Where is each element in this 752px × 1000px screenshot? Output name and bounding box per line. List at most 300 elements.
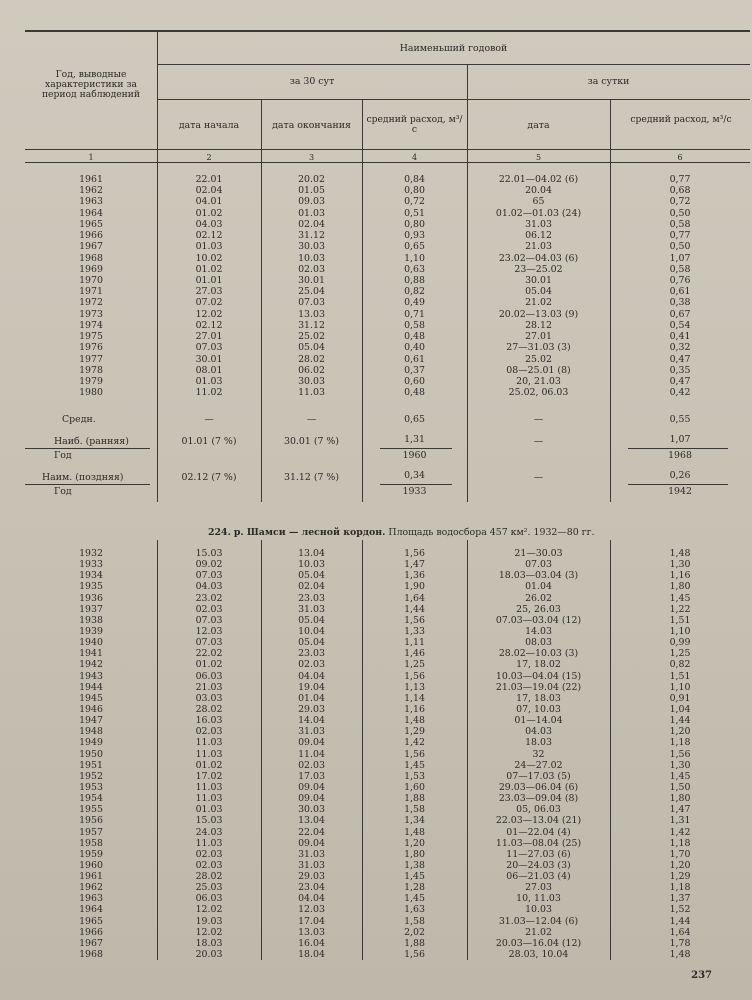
mean30-cell: 1,20 xyxy=(404,837,425,849)
mean1-cell: 0,72 xyxy=(669,196,691,208)
mean30-cell: 1,45 xyxy=(404,871,425,883)
mean30-cell: 1,88 xyxy=(404,937,425,949)
end-date-cell: 09.03 xyxy=(298,196,325,208)
column-number: 6 xyxy=(677,153,683,162)
mean30-cell: 0,72 xyxy=(404,196,425,208)
table-top-rule xyxy=(25,30,750,32)
mean30-cell: 0,48 xyxy=(404,387,425,399)
end-date-cell: 04.04 xyxy=(298,670,325,682)
mean1-cell: 0,54 xyxy=(669,319,691,331)
mean1-cell: 1,30 xyxy=(669,759,691,771)
start-date-cell: 12.02 xyxy=(195,308,223,320)
mean1-cell: 1,78 xyxy=(669,937,691,949)
mean30-cell: 1,47 xyxy=(404,559,425,571)
mean30-cell: 1,29 xyxy=(404,726,425,738)
date-cell: 25, 26.03 xyxy=(516,603,561,615)
end-date-cell: 13.03 xyxy=(298,308,325,320)
mean-dash-end: — xyxy=(306,414,317,425)
year-cell: 1948 xyxy=(79,726,103,738)
year-cell: 1942 xyxy=(79,659,103,671)
year-cell: 1955 xyxy=(79,804,103,816)
start-date-cell: 01.02 xyxy=(195,759,223,771)
start-date-cell: 07.03 xyxy=(195,342,223,354)
start-date-cell: 07.02 xyxy=(195,297,223,309)
year-cell: 1964 xyxy=(79,207,103,219)
mean-label: Средн. xyxy=(62,414,96,425)
end-date-cell: 31.12 xyxy=(298,230,325,242)
date-cell: 20.03—16.04 (12) xyxy=(495,937,582,949)
mean30-cell: 0,65 xyxy=(404,241,425,253)
date-cell: 24—27.02 xyxy=(514,759,563,771)
max-end: 30.01 (7 %) xyxy=(284,436,339,447)
start-date-cell: 11.03 xyxy=(195,837,223,849)
start-date-cell: 12.02 xyxy=(195,926,223,938)
end-date-cell: 19.04 xyxy=(298,681,325,693)
max-label: Наиб. (ранняя) xyxy=(54,436,129,447)
group-30-day-rule xyxy=(157,64,750,65)
end-date-cell: 12.03 xyxy=(298,904,325,916)
mean1-cell: 1,50 xyxy=(669,781,691,793)
year-cell: 1932 xyxy=(79,548,103,559)
mean30-cell: 1,10 xyxy=(404,252,425,264)
date-cell: 06—21.03 (4) xyxy=(506,871,571,883)
end-date-cell: 02.03 xyxy=(298,759,325,771)
mean1-cell: 1,70 xyxy=(669,848,691,860)
year-cell: 1934 xyxy=(79,570,103,582)
end-date-cell: 23.04 xyxy=(298,882,325,894)
mean30-cell: 1,80 xyxy=(404,848,425,860)
mean1-cell: 1,20 xyxy=(669,859,691,871)
mean1-cell: 0,50 xyxy=(669,207,691,219)
year-cell: 1979 xyxy=(79,375,103,387)
date-cell: 01—22.04 (4) xyxy=(506,826,571,838)
end-date-cell: 11.03 xyxy=(298,387,325,399)
date-cell: 01.04 xyxy=(525,581,552,593)
start-date-cell: 04.01 xyxy=(195,196,223,208)
end-date-cell: 10.04 xyxy=(298,625,325,637)
year-cell: 1967 xyxy=(79,937,103,949)
year-cell: 1965 xyxy=(79,218,103,230)
min-year-1: 1942 xyxy=(668,486,692,497)
mean30-cell: 1,60 xyxy=(404,781,425,793)
mean1-cell: 0,82 xyxy=(669,659,691,671)
mean1-cell: 1,37 xyxy=(669,893,691,905)
year-cell: 1937 xyxy=(79,603,103,615)
mean1-cell: 0,35 xyxy=(669,364,691,376)
start-date-cell: 02.03 xyxy=(195,726,223,738)
year-cell: 1956 xyxy=(79,815,103,827)
date-cell: 28.02—10.03 (3) xyxy=(498,648,579,660)
year-cell: 1960 xyxy=(79,859,103,871)
date-cell: 31.03 xyxy=(525,218,552,230)
mean30-cell: 1,25 xyxy=(404,659,425,671)
date-cell: 28.03, 10.04 xyxy=(508,949,569,961)
mean30-cell: 1,90 xyxy=(404,581,425,593)
mean1-cell: 0,77 xyxy=(669,174,691,185)
start-date-cell: 07.03 xyxy=(195,570,223,582)
year-cell: 1959 xyxy=(79,848,103,860)
end-date-cell: 05.04 xyxy=(298,342,325,354)
header-group-main: Наименьший годовой xyxy=(399,43,508,54)
start-date-cell: 11.03 xyxy=(195,737,223,749)
mean1-cell: 1,16 xyxy=(669,570,691,582)
header-col-mean1: средний расход, м³/с xyxy=(630,114,732,125)
min-1: 0,26 xyxy=(669,470,691,481)
column-number: 1 xyxy=(88,153,94,162)
date-cell: 28.12 xyxy=(525,319,552,331)
date-cell: 14.03 xyxy=(525,625,552,637)
max-30-rule xyxy=(380,448,452,449)
end-date-cell: 02.04 xyxy=(298,218,325,230)
subheader-rule xyxy=(157,99,750,100)
mean30-cell: 1,36 xyxy=(404,570,425,582)
end-date-cell: 09.04 xyxy=(298,781,325,793)
mean30-cell: 0,82 xyxy=(404,286,425,298)
end-date-cell: 31.03 xyxy=(298,859,325,871)
date-cell: 27—31.03 (3) xyxy=(506,342,571,354)
mean1-cell: 1,30 xyxy=(669,559,691,571)
section-number: 224. xyxy=(208,527,231,538)
mean1-cell: 0,42 xyxy=(669,387,691,399)
mean1-cell: 0,68 xyxy=(669,185,691,197)
min-1-rule xyxy=(628,484,728,485)
end-date-cell: 13.04 xyxy=(298,815,325,827)
start-date-cell: 22.02 xyxy=(195,648,223,660)
year-cell: 1962 xyxy=(79,882,103,894)
mean30-cell: 1,56 xyxy=(404,949,425,961)
year-cell: 1978 xyxy=(79,364,103,376)
start-date-cell: 27.01 xyxy=(195,331,223,343)
start-date-cell: 28.02 xyxy=(195,703,223,715)
start-date-cell: 10.02 xyxy=(195,252,223,264)
year-cell: 1977 xyxy=(79,353,103,365)
mean1-cell: 1,44 xyxy=(669,915,691,927)
header-group-30: за 30 сут xyxy=(289,76,335,87)
start-date-cell: 08.01 xyxy=(195,364,223,376)
date-cell: 10.03—04.04 (15) xyxy=(495,670,582,682)
date-cell: 07.03—03.04 (12) xyxy=(495,614,582,626)
header-col-mean30: средний расход, м³/с xyxy=(366,114,463,135)
mean1-cell: 1,52 xyxy=(669,904,691,916)
mean1-cell: 1,10 xyxy=(669,681,691,693)
date-cell: 27.03 xyxy=(525,882,552,894)
date-cell: 23—25.02 xyxy=(514,263,563,275)
mean30-cell: 0,93 xyxy=(404,230,425,242)
date-cell: 11—27.03 (6) xyxy=(506,848,571,860)
mean1-cell: 1,22 xyxy=(669,603,691,615)
mean1-cell: 0,47 xyxy=(669,353,691,365)
start-date-cell: 12.03 xyxy=(195,625,223,637)
mean1-cell: 0,91 xyxy=(669,692,691,704)
mean1-cell: 0,50 xyxy=(669,241,691,253)
start-date-cell: 21.03 xyxy=(195,681,223,693)
date-cell: 21—30.03 xyxy=(514,548,563,559)
end-date-cell: 09.04 xyxy=(298,793,325,805)
mean30-cell: 1,56 xyxy=(404,748,425,760)
mean1-cell: 1,18 xyxy=(669,837,691,849)
mean-dash-date: — xyxy=(533,414,544,425)
mean-30: 0,65 xyxy=(404,414,425,425)
end-date-cell: 30.03 xyxy=(298,375,325,387)
year-cell: 1952 xyxy=(79,770,103,782)
date-cell: 20.02—13.03 (9) xyxy=(498,308,579,320)
year-cell: 1980 xyxy=(79,387,103,399)
date-cell: 05.04 xyxy=(525,286,552,298)
mean30-cell: 0,48 xyxy=(404,331,425,343)
mean30-cell: 1,63 xyxy=(404,904,425,916)
start-date-cell: 11.03 xyxy=(195,793,223,805)
start-date-cell: 20.03 xyxy=(195,949,223,961)
year-cell: 1941 xyxy=(79,648,103,660)
year-cell: 1970 xyxy=(79,274,103,286)
max-year-label: Год xyxy=(54,450,72,461)
header-col-date: дата xyxy=(527,120,550,131)
end-date-cell: 13.03 xyxy=(298,926,325,938)
mean30-cell: 0,63 xyxy=(404,263,425,275)
year-cell: 1935 xyxy=(79,581,103,593)
min-30: 0,34 xyxy=(404,470,425,481)
max-label-rule xyxy=(25,448,150,449)
date-cell: 30.01 xyxy=(525,274,552,286)
start-date-cell: 01.02 xyxy=(195,263,223,275)
year-cell: 1963 xyxy=(79,893,103,905)
year-cell: 1967 xyxy=(79,241,103,253)
mean30-cell: 1,38 xyxy=(404,859,425,871)
date-cell: 21.03 xyxy=(525,241,552,253)
year-cell: 1965 xyxy=(79,915,103,927)
start-date-cell: 06.03 xyxy=(195,670,223,682)
end-date-cell: 05.04 xyxy=(298,637,325,649)
end-date-cell: 14.04 xyxy=(298,715,325,727)
date-cell: 11.03—08.04 (25) xyxy=(495,837,582,849)
mean30-cell: 1,44 xyxy=(404,603,425,615)
max-year-1: 1968 xyxy=(668,450,692,461)
mean30-cell: 1,64 xyxy=(404,592,425,604)
max-start: 01.01 (7 %) xyxy=(181,436,237,447)
year-cell: 1938 xyxy=(79,614,103,626)
mean30-cell: 1,45 xyxy=(404,893,425,905)
date-cell: 21.03—19.04 (22) xyxy=(495,681,582,693)
year-cell: 1968 xyxy=(79,949,103,961)
start-date-cell: 11.03 xyxy=(195,781,223,793)
page-number: 237 xyxy=(691,970,712,981)
year-cell: 1966 xyxy=(79,230,103,242)
year-cell: 1961 xyxy=(79,871,103,883)
date-cell: 65 xyxy=(532,196,545,208)
start-date-cell: 01.03 xyxy=(195,804,223,816)
header-col-year: Год, выводные характеристики за период наблюдений xyxy=(41,69,141,100)
min-label: Наим. (поздняя) xyxy=(42,472,124,483)
end-date-cell: 20.02 xyxy=(298,174,325,185)
start-date-cell: 01.02 xyxy=(195,659,223,671)
year-cell: 1949 xyxy=(79,737,103,749)
max-dash-date: — xyxy=(533,436,544,447)
mean1-cell: 1,10 xyxy=(669,625,691,637)
year-cell: 1966 xyxy=(79,926,103,938)
date-cell: 32 xyxy=(532,748,545,760)
year-cell: 1963 xyxy=(79,196,103,208)
mean30-cell: 1,56 xyxy=(404,614,425,626)
year-cell: 1974 xyxy=(79,319,103,331)
year-cell: 1945 xyxy=(79,692,103,704)
mean1-cell: 1,20 xyxy=(669,726,691,738)
mean30-cell: 1,46 xyxy=(404,648,425,660)
mean30-cell: 0,60 xyxy=(404,375,425,387)
header-col-start: дата начала xyxy=(178,120,240,131)
min-year-label: Год xyxy=(54,486,72,497)
end-date-cell: 02.03 xyxy=(298,263,325,275)
start-date-cell: 11.03 xyxy=(195,748,223,760)
mean1-cell: 1,56 xyxy=(669,748,691,760)
end-date-cell: 07.03 xyxy=(298,297,325,309)
date-cell: 10, 11.03 xyxy=(516,893,561,905)
start-date-cell: 01.03 xyxy=(195,241,223,253)
date-cell: 10.03 xyxy=(525,904,552,916)
mean1-cell: 0,41 xyxy=(669,331,691,343)
year-cell: 1962 xyxy=(79,185,103,197)
year-cell: 1958 xyxy=(79,837,103,849)
year-cell: 1950 xyxy=(79,748,103,760)
date-cell: 05, 06.03 xyxy=(516,804,561,816)
date-cell: 06.12 xyxy=(525,230,552,242)
year-cell: 1946 xyxy=(79,703,103,715)
year-cell: 1969 xyxy=(79,263,103,275)
year-cell: 1944 xyxy=(79,681,103,693)
date-cell: 22.01—04.02 (6) xyxy=(498,174,579,185)
max-30: 1,31 xyxy=(404,434,425,445)
start-date-cell: 02.04 xyxy=(195,185,223,197)
date-cell: 20—24.03 (3) xyxy=(506,859,571,871)
start-date-cell: 12.02 xyxy=(195,904,223,916)
start-date-cell: 09.02 xyxy=(195,559,223,571)
mean1-cell: 1,48 xyxy=(669,949,691,961)
mean1-cell: 1,64 xyxy=(669,926,691,938)
end-date-cell: 31.03 xyxy=(298,848,325,860)
header-col-end: дата окончания xyxy=(272,120,351,131)
mean1-cell: 1,31 xyxy=(669,815,691,827)
date-cell: 21.02 xyxy=(525,926,552,938)
end-date-cell: 17.04 xyxy=(298,915,325,927)
mean1-cell: 0,58 xyxy=(669,218,691,230)
mean1-cell: 1,48 xyxy=(669,548,691,559)
end-date-cell: 31.12 xyxy=(298,319,325,331)
end-date-cell: 04.04 xyxy=(298,893,325,905)
date-cell: 25.02, 06.03 xyxy=(508,387,569,399)
year-cell: 1971 xyxy=(79,286,103,298)
date-cell: 18.03—03.04 (3) xyxy=(498,570,579,582)
date-cell: 17, 18.03 xyxy=(516,692,561,704)
start-date-cell: 04.03 xyxy=(195,218,223,230)
year-cell: 1972 xyxy=(79,297,103,309)
date-cell: 29.03—06.04 (6) xyxy=(498,781,579,793)
end-date-cell: 09.04 xyxy=(298,737,325,749)
start-date-cell: 02.12 xyxy=(195,319,223,331)
end-date-cell: 23.03 xyxy=(298,648,325,660)
min-start: 02.12 (7 %) xyxy=(181,472,237,483)
mean30-cell: 1,48 xyxy=(404,826,425,838)
year-cell: 1947 xyxy=(79,715,103,727)
end-date-cell: 01.04 xyxy=(298,692,325,704)
date-cell: 08—25.01 (8) xyxy=(506,364,571,376)
mean1-cell: 1,44 xyxy=(669,715,691,727)
mean1-cell: 1,80 xyxy=(669,581,691,593)
mean30-cell: 1,33 xyxy=(404,625,425,637)
date-cell: 23.02—04.03 (6) xyxy=(498,252,579,264)
mean30-cell: 1,13 xyxy=(404,681,425,693)
mean30-cell: 1,42 xyxy=(404,737,425,749)
mean1-cell: 1,18 xyxy=(669,882,691,894)
start-date-cell: 30.01 xyxy=(195,353,223,365)
mean30-cell: 1,48 xyxy=(404,715,425,727)
column-number: 2 xyxy=(206,153,212,162)
start-date-cell: 23.02 xyxy=(195,592,223,604)
end-date-cell: 28.02 xyxy=(298,353,325,365)
start-date-cell: 02.03 xyxy=(195,603,223,615)
mean1-cell: 0,32 xyxy=(669,342,691,354)
section-heading xyxy=(208,527,594,538)
date-cell: 31.03—12.04 (6) xyxy=(498,915,579,927)
year-cell: 1953 xyxy=(79,781,103,793)
mean30-cell: 1,34 xyxy=(404,815,425,827)
mean1-cell: 0,99 xyxy=(669,637,691,649)
mean1-cell: 1,47 xyxy=(669,804,691,816)
date-cell: 07, 10.03 xyxy=(516,703,561,715)
mean1-cell: 1,07 xyxy=(669,252,691,264)
mean1-cell: 1,51 xyxy=(669,614,691,626)
mean1-cell: 1,80 xyxy=(669,793,691,805)
min-year-30: 1933 xyxy=(402,486,427,497)
mean-dash-start: — xyxy=(204,414,214,425)
mean30-cell: 0,84 xyxy=(404,174,425,185)
date-cell: 23.03—09.04 (8) xyxy=(498,793,579,805)
end-date-cell: 10.03 xyxy=(298,559,325,571)
start-date-cell: 01.03 xyxy=(195,375,223,387)
date-cell: 27.01 xyxy=(525,331,552,343)
end-date-cell: 02.04 xyxy=(298,581,325,593)
date-cell: 01—14.04 xyxy=(514,715,563,727)
end-date-cell: 30.03 xyxy=(298,804,325,816)
date-cell: 04.03 xyxy=(525,726,552,738)
year-cell: 1951 xyxy=(79,759,103,771)
mean1-cell: 1,25 xyxy=(669,648,691,660)
mean1-cell: 0,38 xyxy=(669,297,691,309)
column-number: 4 xyxy=(411,153,418,162)
end-date-cell: 17.03 xyxy=(298,770,325,782)
mean30-cell: 0,80 xyxy=(404,218,425,230)
end-date-cell: 05.04 xyxy=(298,570,325,582)
end-date-cell: 29.03 xyxy=(298,871,325,883)
start-date-cell: 17.02 xyxy=(195,770,223,782)
end-date-cell: 10.03 xyxy=(298,252,325,264)
mean30-cell: 1,53 xyxy=(404,770,425,782)
start-date-cell: 16.03 xyxy=(195,715,223,727)
mean30-cell: 2,02 xyxy=(404,926,425,938)
min-label-rule xyxy=(25,484,150,485)
mean30-cell: 0,80 xyxy=(404,185,425,197)
end-date-cell: 30.01 xyxy=(298,274,325,286)
end-date-cell: 01.05 xyxy=(298,185,325,197)
mean30-cell: 1,58 xyxy=(404,915,425,927)
year-cell: 1961 xyxy=(79,174,103,185)
date-cell: 20, 21.03 xyxy=(516,375,561,387)
end-date-cell: 01.03 xyxy=(298,207,325,219)
end-date-cell: 06.02 xyxy=(298,364,325,376)
end-date-cell: 31.03 xyxy=(298,726,325,738)
start-date-cell: 27.03 xyxy=(195,286,223,298)
mean30-cell: 1,45 xyxy=(404,759,425,771)
max-1: 1,07 xyxy=(669,434,691,445)
mean1-cell: 1,29 xyxy=(669,871,691,883)
